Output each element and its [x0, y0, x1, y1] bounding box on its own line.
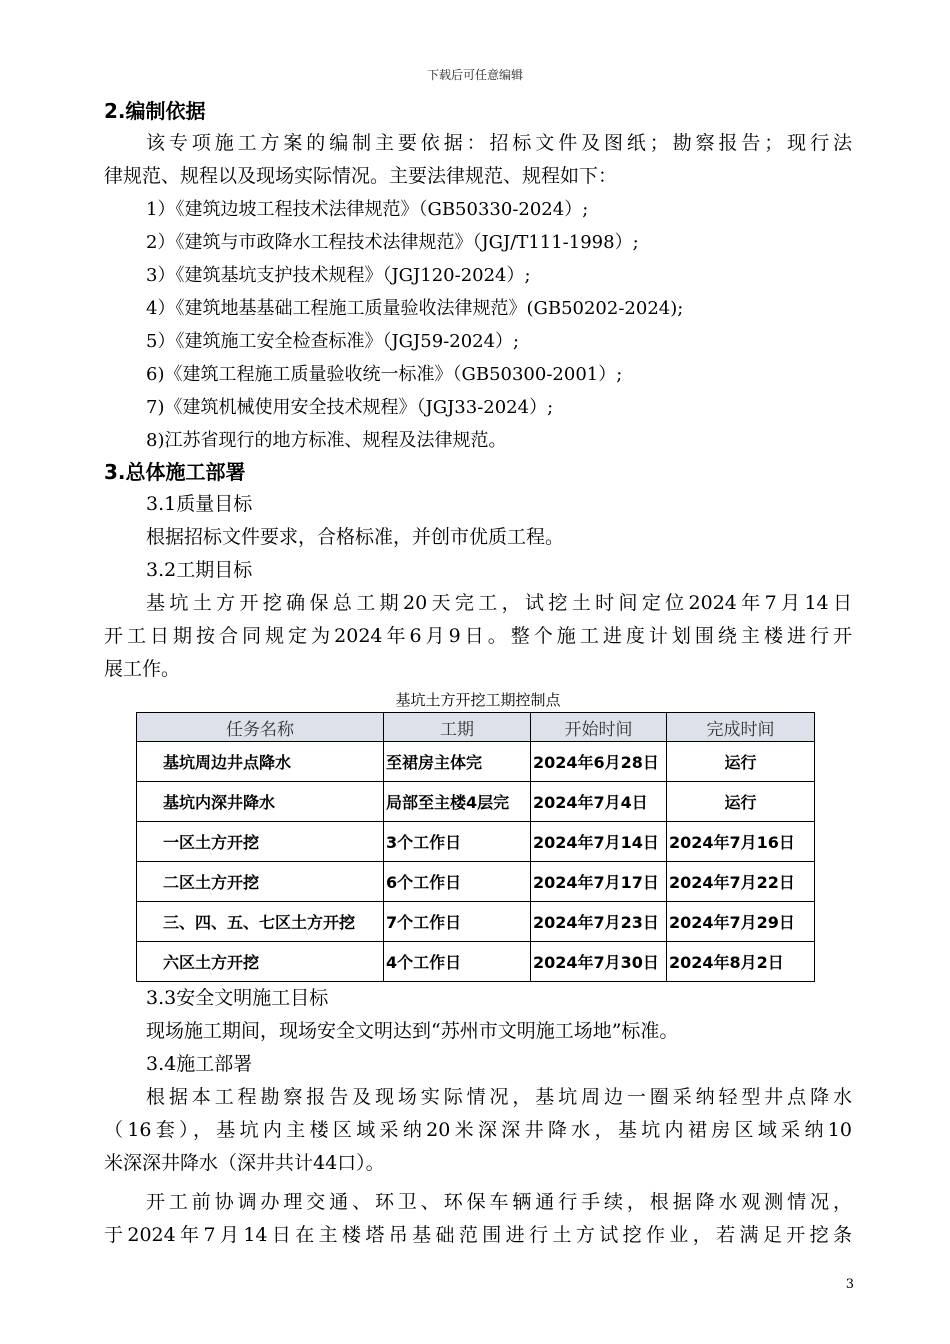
start-date-cell: 2024年7月30日 [531, 942, 667, 982]
column-header: 完成时间 [667, 713, 815, 742]
column-header: 工期 [384, 713, 531, 742]
subsection-3-3-text: 现场施工期间，现场安全文明达到“苏州市文明施工场地”标准。 [146, 1020, 679, 1042]
duration-cell: 至裙房主体完 [384, 742, 531, 782]
table-row [137, 942, 815, 982]
start-date-cell: 2024年7月23日 [531, 902, 667, 942]
duration-cell: 7个工作日 [384, 902, 531, 942]
subsection-3-4-p1-line-3: 米深深井降水（深井共计44口）。 [104, 1152, 385, 1174]
subsection-3-4-p1-line-1: 根据本工程勘察报告及现场实际情况，基坑周边一圈采纳轻型井点降水 [146, 1086, 852, 1108]
duration-cell: 局部至主楼4层完 [384, 782, 531, 822]
subsection-3-3-heading: 3.3安全文明施工目标 [146, 987, 329, 1009]
reference-item: 2）《建筑与市政降水工程技术法律规范》（JGJ/T111-1998）; [146, 232, 639, 253]
reference-item: 3）《建筑基坑支护技术规程》（JGJ120-2024）; [146, 265, 531, 286]
subsection-3-2-heading: 3.2工期目标 [146, 559, 253, 581]
task-name-cell: 六区土方开挖 [137, 942, 384, 982]
subsection-3-1-text: 根据招标文件要求，合格标准，并创市优质工程。 [146, 526, 565, 548]
section-3-heading: 3.总体施工部署 [104, 460, 246, 484]
task-name-cell: 基坑内深井降水 [137, 782, 384, 822]
reference-item: 8)江苏省现行的地方标准、规程及法律规范。 [146, 430, 507, 451]
reference-item: 6)《建筑工程施工质量验收统一标准》（GB50300-2001）; [146, 364, 623, 385]
task-name-cell: 三、四、五、七区土方开挖 [137, 902, 384, 942]
column-header: 开始时间 [531, 713, 667, 742]
table-caption: 基坑土方开挖工期控制点 [395, 691, 561, 709]
document-body [104, 96, 852, 1252]
section-2-intro-line-1: 该专项施工方案的编制主要依据：招标文件及图纸；勘察报告；现行法 [146, 132, 852, 154]
start-date-cell: 2024年6月28日 [531, 742, 667, 782]
section-2-intro-line-2: 律规范、规程以及现场实际情况。主要法律规范、规程如下： [104, 165, 618, 187]
table-row [137, 862, 815, 902]
subsection-3-4-p2-line-1: 开工前协调办理交通、环卫、环保车辆通行手续，根据降水观测情况， [146, 1191, 852, 1213]
subsection-3-2-line-2: 开工日期按合同规定为2024年6月9日。整个施工进度计划围绕主楼进行开 [104, 625, 852, 647]
subsection-3-4-p2-line-2: 于2024年7月14日在主楼塔吊基础范围进行土方试挖作业，若满足开挖条 [104, 1224, 852, 1246]
subsection-3-1-heading: 3.1质量目标 [146, 493, 253, 515]
page-number: 3 [845, 1277, 854, 1292]
duration-cell: 3个工作日 [384, 822, 531, 862]
subsection-3-2-line-1: 基坑土方开挖确保总工期20天完工，试挖土时间定位2024年7月14日 [146, 592, 852, 614]
duration-cell: 6个工作日 [384, 862, 531, 902]
reference-item: 5）《建筑施工安全检查标准》（JGJ59-2024）; [146, 331, 520, 352]
subsection-3-2-line-3: 展工作。 [104, 658, 181, 680]
header-note: 下载后可任意编辑 [426, 68, 523, 82]
subsection-3-4-p1-line-2: （16套），基坑内主楼区域采纳20米深深井降水，基坑内裙房区域采纳10 [104, 1119, 852, 1141]
duration-cell: 4个工作日 [384, 942, 531, 982]
table-row [137, 782, 815, 822]
end-date-cell: 运行 [667, 742, 815, 782]
end-date-cell: 运行 [667, 782, 815, 822]
end-date-cell: 2024年7月29日 [667, 902, 815, 942]
subsection-3-4-heading: 3.4施工部署 [146, 1053, 253, 1075]
task-name-cell: 二区土方开挖 [137, 862, 384, 902]
section-2-heading: 2.编制依据 [104, 99, 206, 123]
table-row [137, 902, 815, 942]
task-name-cell: 基坑周边井点降水 [137, 742, 384, 782]
reference-item: 4）《建筑地基基础工程施工质量验收法律规范》(GB50202-2024); [146, 298, 684, 319]
end-date-cell: 2024年7月16日 [667, 822, 815, 862]
reference-item: 7)《建筑机械使用安全技术规程》（JGJ33-2024）; [146, 397, 554, 418]
start-date-cell: 2024年7月14日 [531, 822, 667, 862]
table-header-row [137, 713, 815, 742]
start-date-cell: 2024年7月4日 [531, 782, 667, 822]
table-row [137, 742, 815, 782]
reference-item: 1）《建筑边坡工程技术法律规范》（GB50330-2024）; [146, 199, 589, 220]
schedule-table [136, 712, 815, 982]
end-date-cell: 2024年8月2日 [667, 942, 815, 982]
table-row [137, 822, 815, 862]
start-date-cell: 2024年7月17日 [531, 862, 667, 902]
column-header: 任务名称 [137, 713, 384, 742]
task-name-cell: 一区土方开挖 [137, 822, 384, 862]
end-date-cell: 2024年7月22日 [667, 862, 815, 902]
